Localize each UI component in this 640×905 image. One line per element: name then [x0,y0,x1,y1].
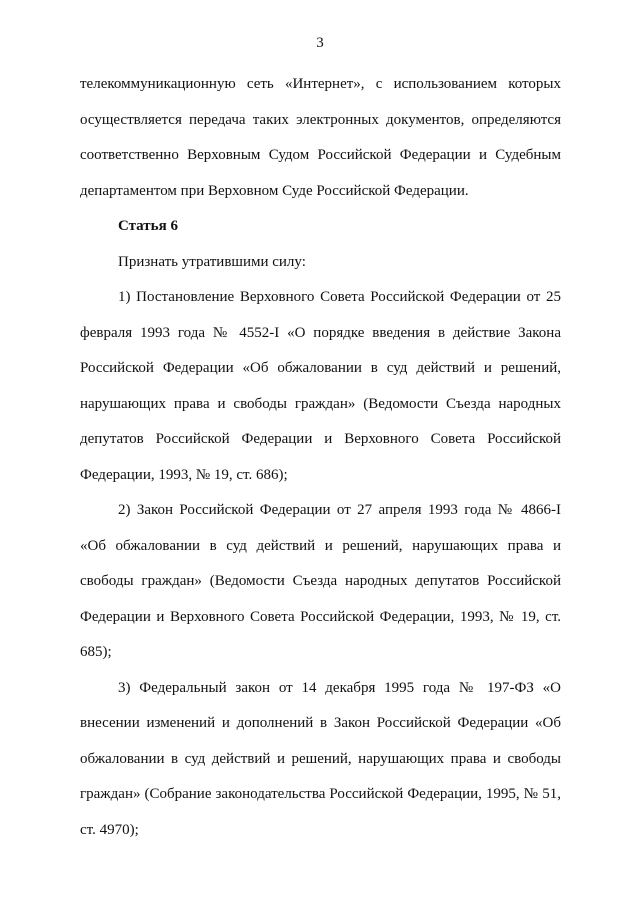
page-number: 3 [316,35,324,51]
document-body [80,67,561,848]
list-item-1: 1) Постановление Верховного Совета Российской Федерации от 25 февраля 1993 года № 4552-I «О порядке введения в действие Закона Российской Федерации «Об обжаловании в суд действий и решений, нарушающих права и свободы граждан» (Ведомости Съезда народных депутатов Российской Федерации и Верховного Совета Российской Федерации, 1993, № 19, ст. 686); [80,289,561,483]
intro-paragraph: телекоммуникационную сеть «Интернет», с использованием которых осуществляется передача таких электронных документов, определяются соответственно Верховным Судом Российской Федерации и Судебным департаментом при Верховном Суде Российской Федерации. [80,76,561,199]
article-heading: Статья 6 [118,218,178,234]
list-item-3: 3) Федеральный закон от 14 декабря 1995 года № 197-ФЗ «О внесении изменений и дополнений в Закон Российской Федерации «Об обжаловании в суд действий и решений, нарушающих права и свободы граждан» (Собрание законодательства Российской Федерации, 1995, № 51, ст. 4970); [80,679,561,838]
lead-paragraph: Признать утратившими силу: [118,253,306,270]
list-item-2: 2) Закон Российской Федерации от 27 апреля 1993 года № 4866-I «Об обжаловании в суд действий и решений, нарушающих права и свободы граждан» (Ведомости Съезда народных депутатов Российской Федерации и Верховного Совета Российской Федерации, 1993, № 19, ст. 685); [80,502,561,660]
